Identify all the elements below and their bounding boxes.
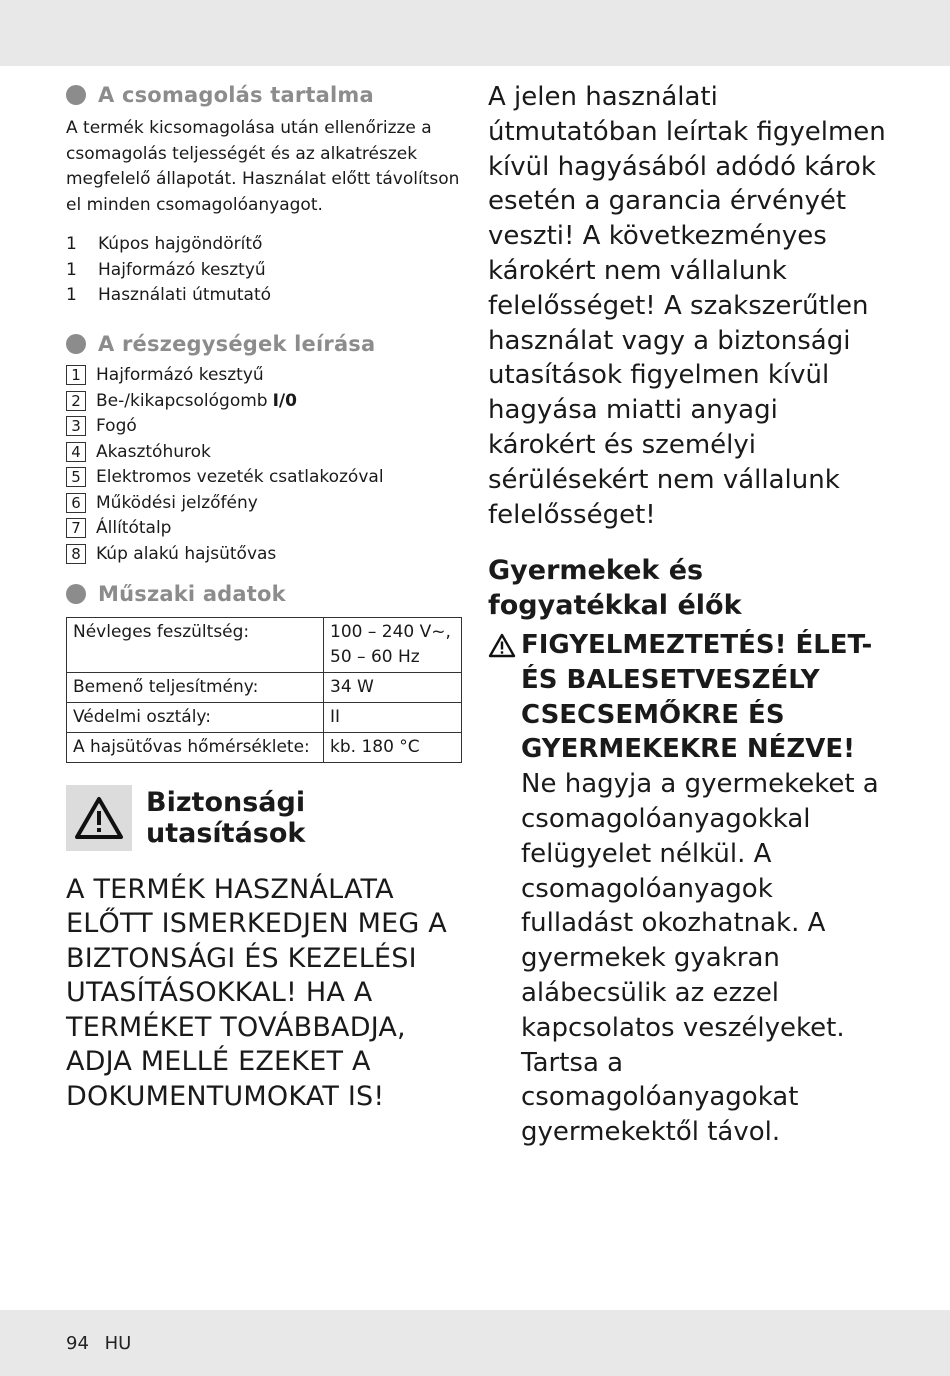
specs-table (66, 617, 462, 763)
warning-text: Ne hagyja a gyermekeket a csomagolóanyagokkal felügyelet nélkül. A csomagolóanyagok fulladást okozhatnak. A gyermekek gyakran alábecsülik az ezzel kapcsolatos veszélyeket. Tartsa a csomagolóanyagokat gyermekektől távol. (521, 769, 879, 1148)
part-label-suffix: I/0 (272, 390, 297, 411)
part-item (66, 414, 462, 440)
section-contents-heading (66, 80, 462, 110)
contents-intro: A termék kicsomagolása után ellenőrizze a csomagolás teljességét és az alkatrészek megfelelő állapotát. Használat előtt távolítson el minden csomagolóanyagot. (66, 118, 460, 215)
section-specs-heading (66, 579, 462, 609)
item-qty: 1 (66, 234, 77, 254)
children-heading: Gyermekek és fogyatékkal élők (488, 555, 742, 622)
safety-title: Biztonsági utasítások (146, 786, 306, 849)
section-title: A részegységek leírása (98, 331, 376, 356)
part-number: 7 (66, 518, 86, 538)
spec-value: 34 W (324, 672, 462, 702)
bullet-icon (66, 85, 86, 105)
table-row (67, 702, 462, 732)
warning-block (488, 628, 888, 1150)
safety-heading (66, 785, 462, 851)
spec-value-line: 100 – 240 V~, (330, 621, 451, 642)
table-row (67, 617, 462, 672)
header-band (0, 0, 950, 66)
spec-label: A hajsütővas hőmérséklete: (67, 732, 324, 762)
section-title: A csomagolás tartalma (98, 83, 374, 107)
section-parts-heading (66, 329, 462, 359)
table-row (67, 672, 462, 702)
parts-list (66, 363, 462, 567)
part-number: 1 (66, 365, 86, 385)
table-row (67, 732, 462, 762)
part-number: 6 (66, 493, 86, 513)
language-code: HU (104, 1333, 132, 1354)
part-label: Be-/kikapcsológomb (96, 390, 268, 411)
warning-triangle-icon (66, 785, 132, 851)
list-item (66, 232, 462, 258)
warranty-paragraph: A jelen használati útmutatóban leírtak figyelmen kívül hagyásából adódó károk esetén a garancia érvényét veszti! A következményes károkért nem vállalunk felelősséget! A szakszerűtlen használat vagy a biztonsági utasítások figyelmen kívül hagyása miatti anyagi károkért és személyi sérülésekért nem vállalunk felelősséget! (488, 82, 886, 530)
part-item (66, 490, 462, 516)
warning-title: FIGYELMEZTETÉS! ÉLET- ÉS BALESETVESZÉLY CSECSEMŐKRE ÉS GYERMEKEKRE NÉZVE! (521, 629, 873, 765)
part-label: Működési jelzőfény (96, 492, 258, 513)
part-number: 5 (66, 467, 86, 487)
part-label: Állítótalp (96, 518, 172, 539)
part-item (66, 541, 462, 567)
contents-list (66, 232, 462, 309)
spec-value (324, 617, 462, 672)
warning-content (521, 628, 888, 1150)
left-column (66, 80, 462, 1114)
part-item (66, 363, 462, 389)
spec-value-line: 50 – 60 Hz (330, 646, 420, 667)
item-qty: 1 (66, 285, 77, 305)
bullet-icon (66, 334, 86, 354)
item-label: Hajformázó kesztyű (98, 259, 266, 280)
footer-band (0, 1310, 950, 1376)
page-footer (66, 1333, 141, 1354)
item-label: Használati útmutató (98, 285, 272, 305)
list-item (66, 283, 462, 309)
spec-value: II (324, 702, 462, 732)
part-number: 3 (66, 416, 86, 436)
part-label: Kúp alakú hajsütővas (96, 543, 277, 564)
spec-label: Bemenő teljesítmény: (67, 672, 324, 702)
safety-caps-notice: A TERMÉK HASZNÁLATA ELŐTT ISMERKEDJEN MEG A BIZTONSÁGI ÉS KEZELÉSI UTASÍTÁSOKKAL! HA A TERMÉKET TOVÁBBADJA, ADJA MELLÉ EZEKET A DOKUMENTUMOKAT IS! (66, 873, 447, 1112)
spec-label: Névleges feszültség: (67, 617, 324, 672)
warning-triangle-icon (488, 628, 521, 1150)
spec-label: Védelmi osztály: (67, 702, 324, 732)
item-label: Kúpos hajgöndörítő (98, 234, 263, 254)
part-item (66, 516, 462, 542)
item-qty: 1 (66, 259, 77, 280)
part-label: Fogó (96, 416, 137, 437)
part-label: Elektromos vezeték csatlakozóval (96, 467, 384, 488)
section-title: Műszaki adatok (98, 581, 286, 606)
right-column (488, 80, 888, 1150)
part-item (66, 465, 462, 491)
bullet-icon (66, 584, 86, 604)
list-item (66, 258, 462, 284)
part-item (66, 388, 462, 414)
part-number: 2 (66, 391, 86, 411)
part-label: Hajformázó kesztyű (96, 365, 264, 386)
part-number: 8 (66, 544, 86, 564)
spec-value: kb. 180 °C (324, 732, 462, 762)
part-label: Akasztóhurok (96, 441, 211, 462)
part-item (66, 439, 462, 465)
page-number: 94 (66, 1333, 89, 1354)
part-number: 4 (66, 442, 86, 462)
